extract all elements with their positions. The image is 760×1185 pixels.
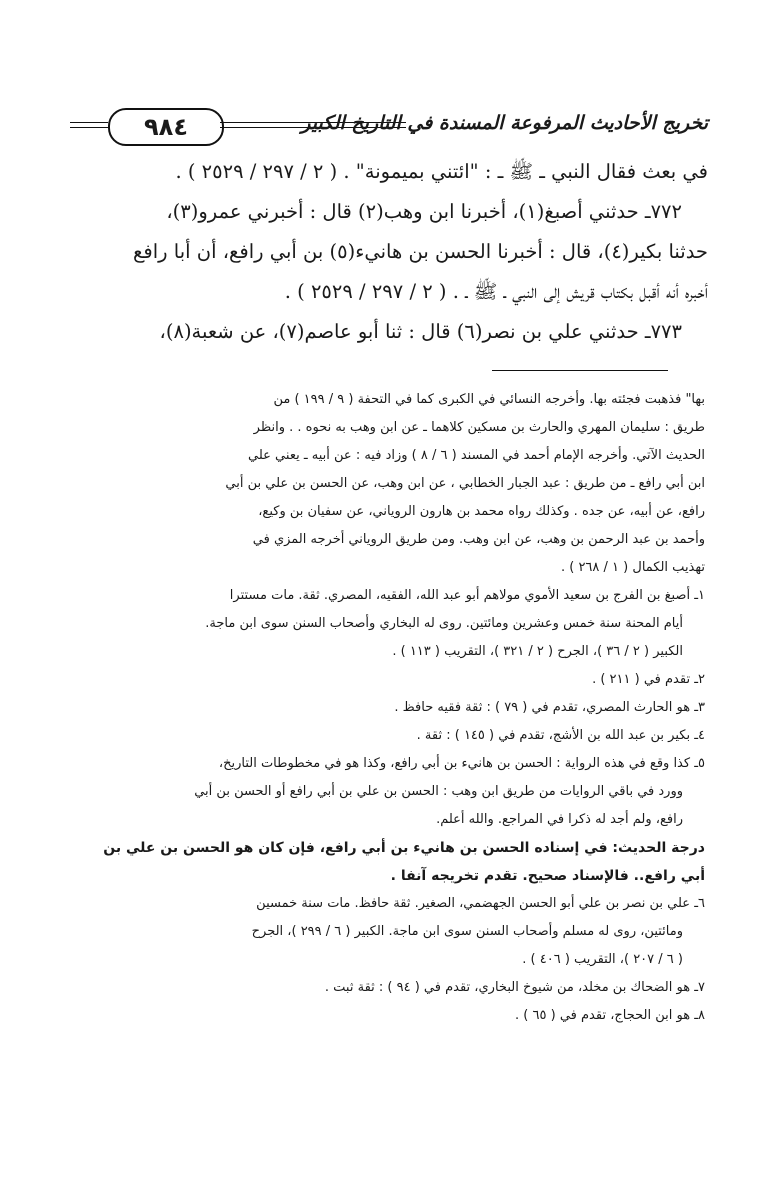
main-line: ٧٧٣ـ حدثني علي بن نصر(٦) قال : ثنا أبو عاصم(٧)، عن شعبة(٨)، bbox=[159, 320, 682, 343]
footnote-line: طريق : سليمان المهري والحارث بن مسكين كلاهما ـ عن ابن وهب به نحوه . . وانظر bbox=[253, 420, 705, 435]
footnote-2: ٢ـ تقدم في ( ٢١١ ) . bbox=[592, 672, 705, 687]
footnote-line: ( ٦ / ٢٠٧ )، التقريب ( ٤٠٦ ) . bbox=[522, 952, 683, 967]
footnote-line: رافع، عن أبيه، عن جده . وكذلك رواه محمد بن هارون الروياني، عن سفيان بن وكيع، bbox=[258, 504, 705, 519]
footnote-line: ومائتين، روى له مسلم وأصحاب السنن سوى ابن ماجة. الكبير ( ٦ / ٢٩٩ )، الجرح bbox=[251, 924, 683, 939]
footnote-4: ٤ـ بكير بن عبد الله بن الأشج، تقدم في ( ١٤٥ ) : ثقة . bbox=[416, 728, 705, 743]
main-line: في بعث فقال النبي ـ ﷺ ـ : "ائتني بميمونة" . ( ٢ / ٢٩٧ / ٢٥٢٩ ) . bbox=[175, 160, 708, 183]
footnote-8: ٨ـ هو ابن الحجاج، تقدم في ( ٦٥ ) . bbox=[515, 1008, 705, 1023]
footnote-7: ٧ـ هو الضحاك بن مخلد، من شيوخ البخاري، تقدم في ( ٩٤ ) : ثقة ثبت . bbox=[324, 980, 705, 995]
main-line: أخبره أنه أقبل بكتاب قريش إلى النبي ـ ﷺ ـ . ( ٢ / ٢٩٧ / ٢٥٢٩ ) . bbox=[284, 280, 708, 303]
header-rule-left-thin bbox=[70, 127, 108, 128]
footnote-line: بها" فذهبت فجئته بها. وأخرجه النسائي في الكبرى كما في التحفة ( ٩ / ١٩٩ ) من bbox=[273, 392, 705, 407]
footnote-5: ٥ـ كذا وقع في هذه الرواية : الحسن بن هانيء بن أبي رافع، وكذا هو في مخطوطات التاريخ، bbox=[218, 756, 705, 771]
main-line: حدثنا بكير(٤)، قال : أخبرنا الحسن بن هانيء(٥) بن أبي رافع، أن أبا رافع bbox=[133, 240, 708, 263]
footnote-1: ١ـ أصبغ بن الفرج بن سعيد الأموي مولاهم أبو عبد الله، الفقيه، المصري. ثقة. مات مستترا bbox=[229, 588, 705, 603]
footnote-line: وأحمد بن عبد الرحمن بن وهب، عن ابن وهب. ومن طريق الروياني أخرجه المزي في bbox=[252, 532, 705, 547]
main-text bbox=[68, 152, 708, 352]
footnote-line: تهذيب الكمال ( ١ / ٢٦٨ ) . bbox=[560, 560, 705, 575]
footnote-separator bbox=[492, 370, 668, 371]
hadith-grade: درجة الحديث: في إسناده الحسن بن هانيء بن أبي رافع، فإن كان هو الحسن بن علي بن bbox=[103, 840, 705, 856]
footnote-line: الحديث الآتي. وأخرجه الإمام أحمد في المسند ( ٦ / ٨ ) وزاد فيه : عن أبيه ـ يعني علي bbox=[248, 448, 705, 463]
footnote-3: ٣ـ هو الحارث المصري، تقدم في ( ٧٩ ) : ثقة فقيه حافظ . bbox=[394, 700, 705, 715]
footnote-line: أيام المحنة سنة خمس وعشرين ومائتين. روى له البخاري وأصحاب السنن سوى ابن ماجة. bbox=[205, 616, 683, 631]
footnote-line: وورد في باقي الروايات من طريق ابن وهب : الحسن بن علي بن أبي رافع أو الحسن بن أبي bbox=[194, 784, 683, 799]
main-line: ٧٧٢ـ حدثني أصبغ(١)، أخبرنا ابن وهب(٢) قال : أخبرني عمرو(٣)، bbox=[166, 200, 682, 223]
footnotes bbox=[75, 386, 705, 1030]
footnote-line: ابن أبي رافع ـ من طريق : عبد الجبار الخطابي ، عن ابن وهب، عن الحسن بن علي بن أبي bbox=[225, 476, 705, 491]
header-rule-left bbox=[70, 122, 108, 123]
running-title: تخريج الأحاديث المرفوعة المسندة في التاريخ الكبير bbox=[301, 112, 708, 134]
page-number: ٩٨٤ bbox=[108, 108, 224, 146]
footnote-line: رافع، ولم أجد له ذكرا في المراجع. والله أعلم. bbox=[436, 812, 683, 827]
page-header bbox=[70, 108, 708, 148]
footnote-6: ٦ـ علي بن نصر بن علي أبو الحسن الجهضمي، الصغير. ثقة حافظ. مات سنة خمسين bbox=[256, 896, 705, 911]
hadith-grade-cont: أبي رافع.. فالإسناد صحيح. تقدم تخريجه آنفا . bbox=[390, 868, 705, 884]
footnote-line: الكبير ( ٢ / ٣٦ )، الجرح ( ٢ / ٣٢١ )، التقريب ( ١١٣ ) . bbox=[392, 644, 683, 659]
